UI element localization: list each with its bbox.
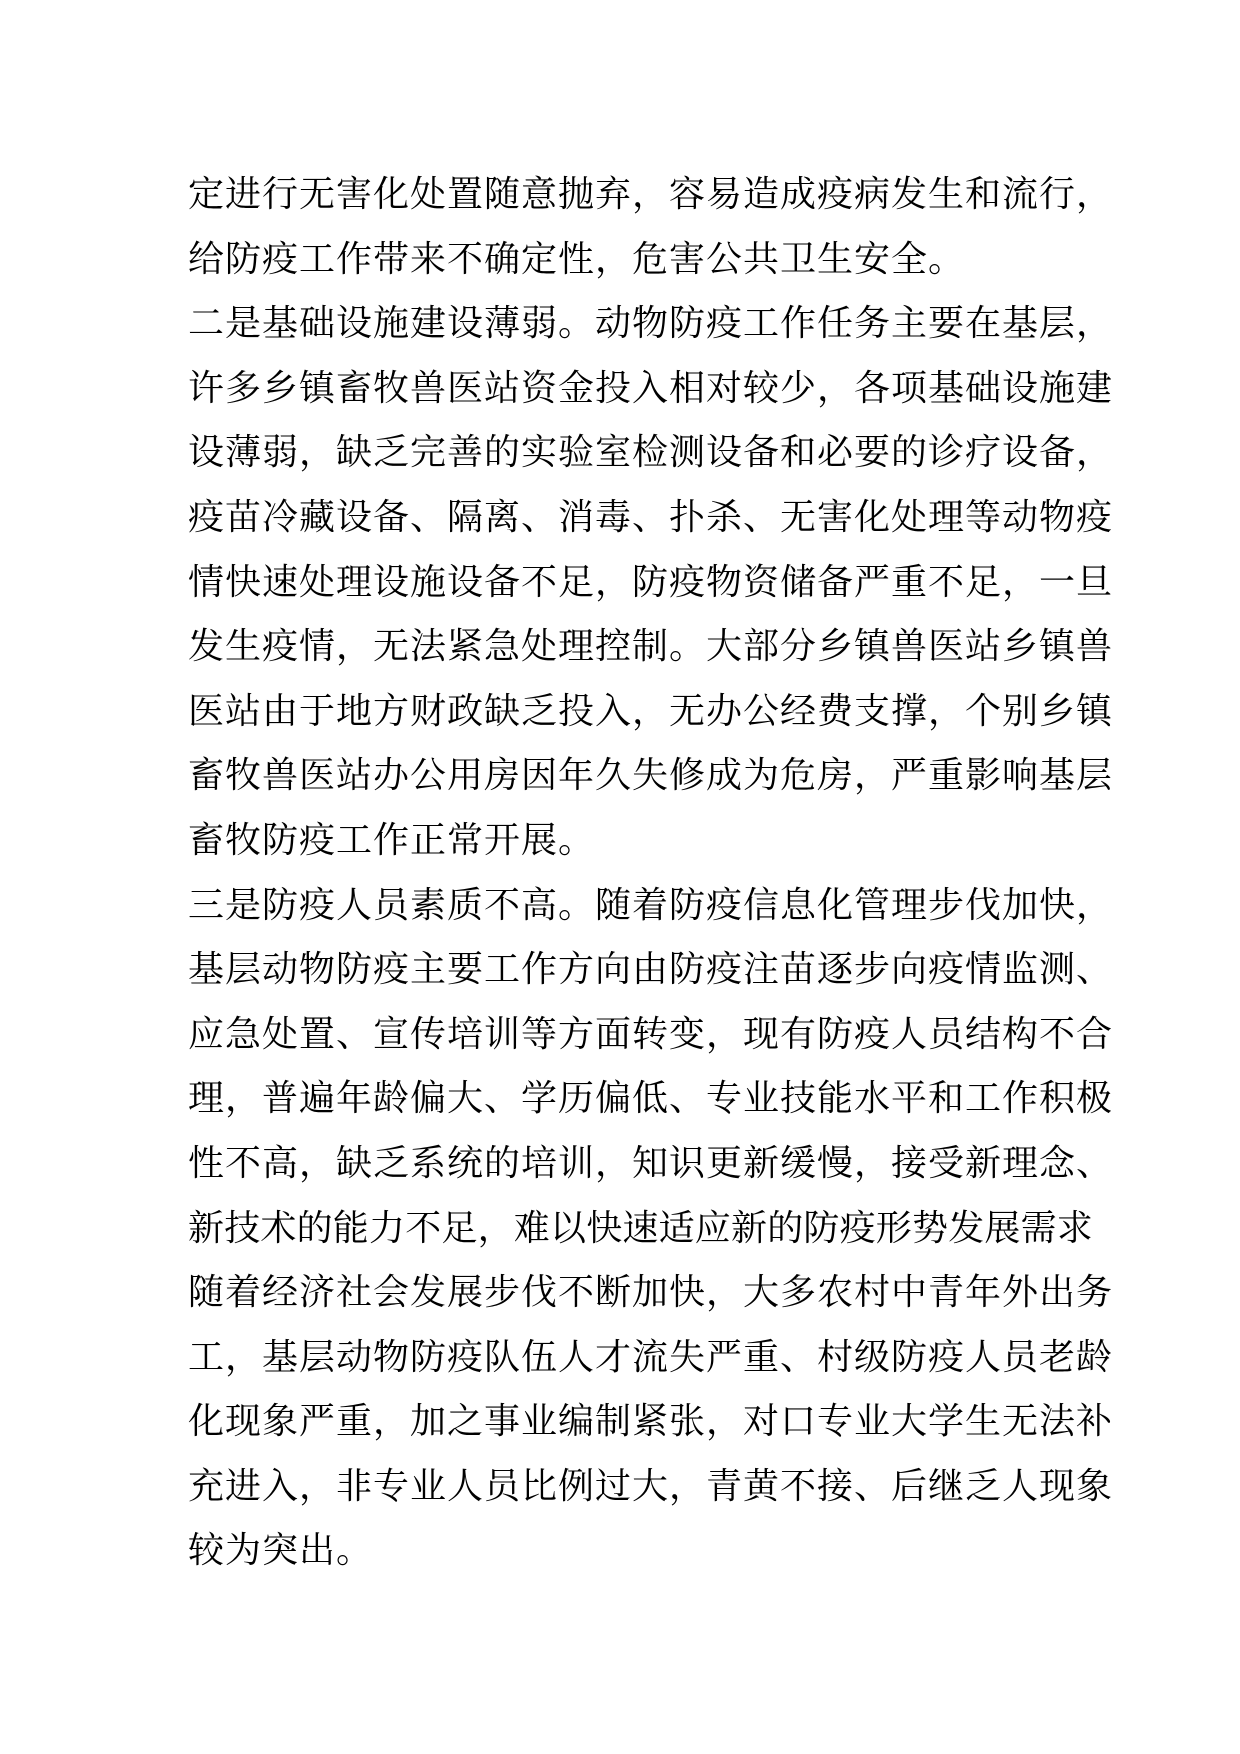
text-line: 化现象严重，加之事业编制紧张，对口专业大学生无法补 <box>188 1401 1114 1443</box>
text-line: 畜牧防疫工作正常开展。 <box>188 819 596 861</box>
text-line: 情快速处理设施设备不足，防疫物资储备严重不足，一旦 <box>188 561 1114 603</box>
text-line: 疫苗冷藏设备、隔离、消毒、扑杀、无害化处理等动物疫 <box>188 496 1114 538</box>
text-line: 较为突出。 <box>188 1530 374 1572</box>
text-line: 充进入，非专业人员比例过大，青黄不接、后继乏人现象 <box>188 1465 1114 1507</box>
text-line: 工，基层动物防疫队伍人才流失严重、村级防疫人员老龄 <box>188 1336 1114 1378</box>
text-line: 畜牧兽医站办公用房因年久失修成为危房，严重影响基层 <box>188 755 1114 797</box>
text-line: 医站由于地方财政缺乏投入，无办公经费支撑，个别乡镇 <box>188 690 1114 732</box>
text-line: 随着经济社会发展步伐不断加快，大多农村中青年外出务 <box>188 1272 1114 1314</box>
text-line: 性不高，缺乏系统的培训，知识更新缓慢，接受新理念、 <box>188 1142 1114 1184</box>
body-text <box>188 163 1114 1584</box>
text-line: 给防疫工作带来不确定性，危害公共卫生安全。 <box>188 238 966 280</box>
text-line: 应急处置、宣传培训等方面转变，现有防疫人员结构不合 <box>188 1013 1114 1055</box>
text-line: 二是基础设施建设薄弱。动物防疫工作任务主要在基层， <box>188 303 1114 345</box>
text-line: 基层动物防疫主要工作方向由防疫注苗逐步向疫情监测、 <box>188 949 1114 991</box>
text-line: 三是防疫人员素质不高。随着防疫信息化管理步伐加快， <box>188 884 1114 926</box>
text-line: 设薄弱，缺乏完善的实验室检测设备和必要的诊疗设备， <box>188 432 1114 474</box>
text-line: 许多乡镇畜牧兽医站资金投入相对较少，各项基础设施建 <box>188 367 1114 409</box>
text-line: 发生疫情，无法紧急处理控制。大部分乡镇兽医站乡镇兽 <box>188 626 1114 668</box>
text-line: 定进行无害化处置随意抛弃，容易造成疫病发生和流行， <box>188 174 1114 215</box>
text-line: 新技术的能力不足，难以快速适应新的防疫形势发展需求 <box>188 1207 1094 1249</box>
text-line: 理，普遍年龄偏大、学历偏低、专业技能水平和工作积极 <box>188 1078 1114 1120</box>
